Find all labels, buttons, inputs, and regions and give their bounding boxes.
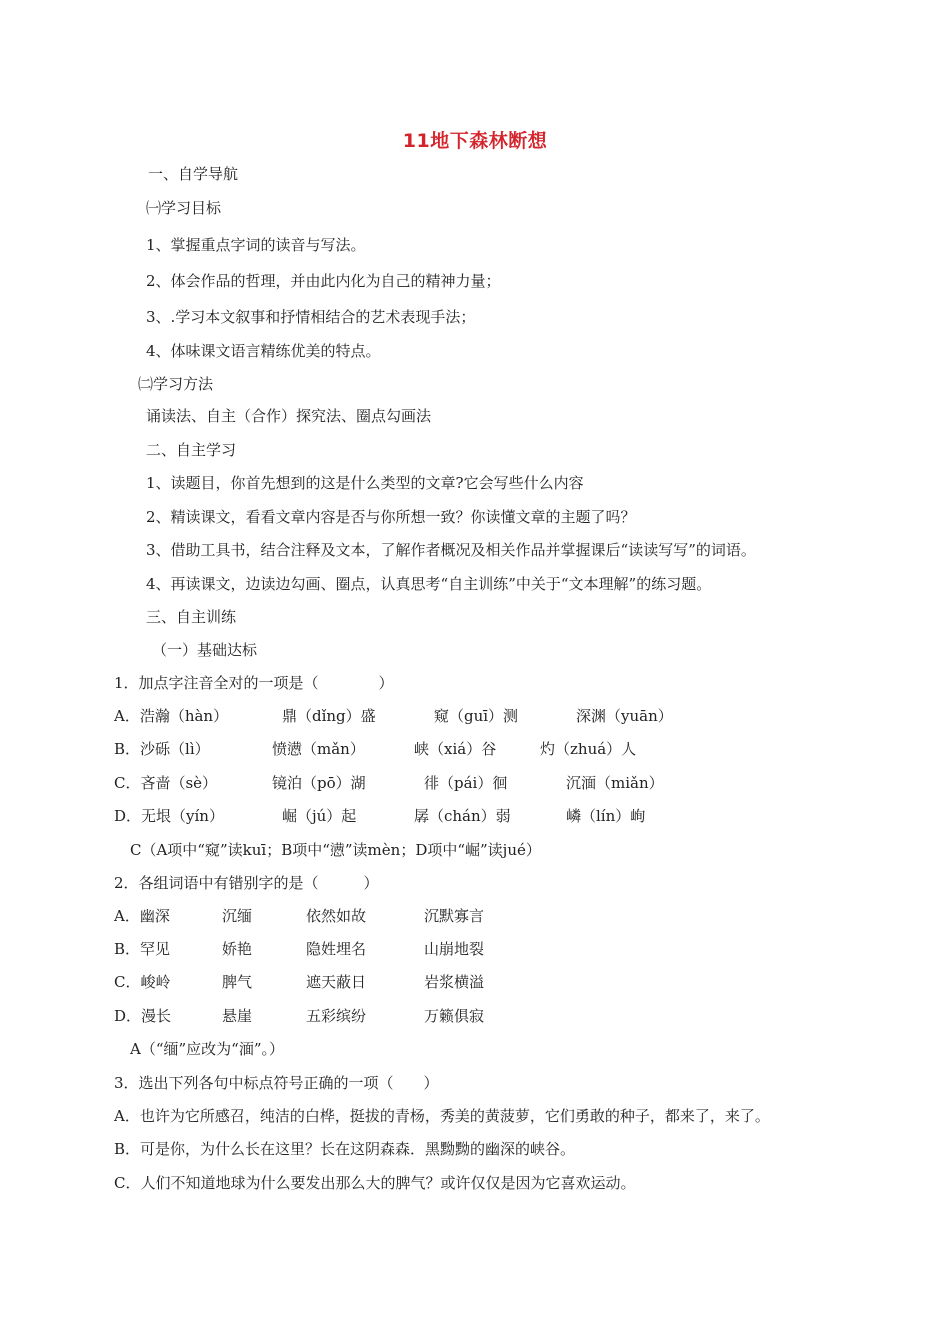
goal-item: 4、体味课文语言精练优美的特点。: [146, 342, 381, 360]
section-heading-1: 一、自学导航: [148, 165, 239, 183]
question-3-stem: 3．选出下列各句中标点符号正确的一项（ ）: [114, 1074, 439, 1092]
section-heading-3: 三、自主训练: [146, 608, 237, 626]
document-title: 11地下森林断想: [402, 130, 548, 152]
question-2-stem: 2．各组词语中有错别字的是（ ）: [114, 874, 379, 892]
question-3-option-b: B．可是你，为什么长在这里？长在这阴森森．黑黝黝的幽深的峡谷。: [114, 1140, 576, 1158]
question-1-stem: 1．加点字注音全对的一项是（ ）: [114, 674, 394, 692]
study-item: 4、再读课文，边读边勾画、圈点，认真思考“自主训练”中关于“文本理解”的练习题。: [146, 575, 712, 593]
goals-heading: ㈠学习目标: [146, 199, 222, 217]
goal-item: 3、.学习本文叙事和抒情相结合的艺术表现手法；: [146, 308, 476, 326]
question-3-option-c: C．人们不知道地球为什么要发出那么大的脾气？或许仅仅是因为它喜欢运动。: [114, 1174, 636, 1192]
question-2-answer: A（“缅”应改为“湎”。）: [130, 1040, 285, 1058]
goal-item: 1、掌握重点字词的读音与写法。: [146, 236, 366, 254]
study-item: 1、读题目，你首先想到的这是什么类型的文章?它会写些什么内容: [146, 474, 584, 492]
goal-item: 2、体会作品的哲理，并由此内化为自己的精神力量；: [146, 272, 501, 290]
study-item: 3、借助工具书，结合注释及文本，了解作者概况及相关作品并掌握课后“读读写写”的词语。: [146, 541, 756, 559]
study-item: 2、精读课文，看看文章内容是否与你所想一致？你读懂文章的主题了吗？: [146, 508, 636, 526]
basic-heading: （一）基础达标: [152, 641, 258, 659]
method-heading: ㈡学习方法: [138, 375, 214, 393]
section-heading-2: 二、自主学习: [146, 441, 237, 459]
question-1-answer: C（A项中“窥”读kuī；B项中“懑”读mèn；D项中“崛”读jué）: [130, 841, 541, 859]
document-page: 11地下森林断想 一、自学导航 ㈠学习目标 1、掌握重点字词的读音与写法。 2、体会作品的哲理，并由此内化为自己的精神力量； 3、.学习本文叙事和抒情相结合的艺术表现手法； 4、体味课文语言精练优美的特点。 ㈡学习方法 诵读法、自主（合作）探究法、圈点勾画法 二、自主学习 1、读题目，你首先想到的这是什么类型的文章?它会写些什么内容 2、精读课文，看看文章内容是否与你所想一致？你读懂文章的主题了吗？ 3、借助工具书，结合注释及文本，了解作者概况及相关作品并掌握课后“读读写写”的词语。 4、再读课文，边读边勾画、圈点，认真思考“自主训练”中关于“文本理解”的练习题。 三、自主训练 （一）基础达标 1．加点字注音全对的一项是（ ） A．浩瀚（hàn） 鼎（dǐng）盛 窥（guī）测 深渊（yuān） B．沙砾（lì） 愤懑（mǎn） 峡（xiá）谷 灼（zhuá）人 C．吝啬（sè） 镜泊（pō）湖 徘（pái）徊 沉湎（miǎn） D．无垠（yín） 崛（jú）起 孱（chán）弱 嶙（lín）峋 C（A项中“窥”读kuī；B项中“懑”读mèn；D项中“崛”读jué） 2．各组词语中有错别字的是（ ） A．幽深 沉缅 依然如故 沉默寡言 B．罕见 娇艳 隐姓埋名 山崩地裂 C．峻岭 脾气 遮天蔽日 岩浆横溢 D．漫长 悬崖 五彩缤纷 万籁俱寂 A（“缅”应改为“湎”。） 3．选出下列各句中标点符号正确的一项（ ） A．也许为它所感召，纯洁的白桦，挺拔的青杨，秀美的黄菠萝，它们勇敢的种子，都来了，来了。 B．可是你，为什么长在这里？长在这阴森森．黑黝黝的幽深的峡谷。 C．人们不知道地球为什么要发出那么大的脾气？或许仅仅是因为它喜欢运动。: [0, 0, 950, 1344]
method-text: 诵读法、自主（合作）探究法、圈点勾画法: [146, 407, 432, 425]
question-3-option-a: A．也许为它所感召，纯洁的白桦，挺拔的青杨，秀美的黄菠萝，它们勇敢的种子，都来了，来了。: [114, 1107, 770, 1125]
